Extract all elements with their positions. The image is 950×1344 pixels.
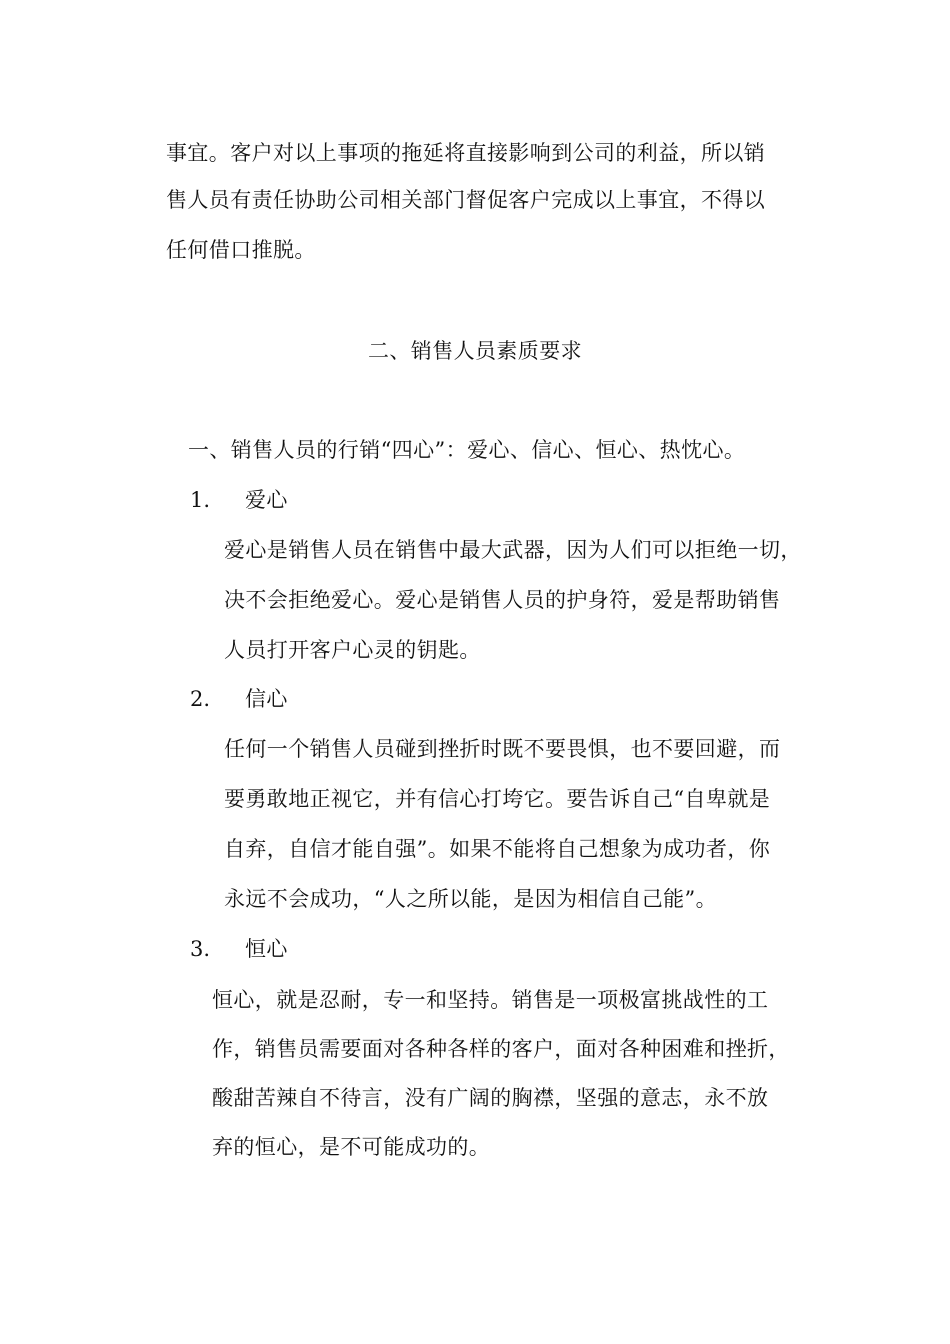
item-title: 恒心 bbox=[245, 937, 288, 961]
intro-line-1: 事宜。客户对以上事项的拖延将直接影响到公司的利益，所以销 bbox=[166, 141, 766, 165]
item-body-line: 要勇敢地正视它，并有信心打垮它。要告诉自己“自卑就是 bbox=[224, 787, 771, 811]
item-body-line: 作，销售员需要面对各种各样的客户，面对各种困难和挫折， bbox=[212, 1037, 790, 1061]
item-body-line: 决不会拒绝爱心。爱心是销售人员的护身符，爱是帮助销售 bbox=[224, 588, 781, 612]
item-number: 3. bbox=[190, 937, 211, 961]
item-body-line: 自弃，自信才能自强”。如果不能将自己想象为成功者，你 bbox=[224, 837, 771, 861]
item-number: 1. bbox=[190, 488, 211, 512]
item-title: 信心 bbox=[245, 687, 288, 711]
item-body-line: 恒心，就是忍耐，专一和坚持。销售是一项极富挑战性的工 bbox=[212, 988, 769, 1012]
item-body-line: 弃的恒心，是不可能成功的。 bbox=[212, 1135, 491, 1159]
item-title: 爱心 bbox=[245, 488, 288, 512]
section-heading: 二、销售人员素质要求 bbox=[368, 339, 582, 363]
item-number: 2. bbox=[190, 687, 211, 711]
subsection-heading: 一、销售人员的行销“四心”：爱心、信心、恒心、热忱心。 bbox=[188, 438, 746, 462]
item-body-line: 人员打开客户心灵的钥匙。 bbox=[224, 638, 481, 662]
item-body-line: 任何一个销售人员碰到挫折时既不要畏惧，也不要回避，而 bbox=[224, 737, 781, 761]
item-body-line: 爱心是销售人员在销售中最大武器，因为人们可以拒绝一切， bbox=[224, 538, 802, 562]
item-body-line: 酸甜苦辣自不待言，没有广阔的胸襟，坚强的意志，永不放 bbox=[212, 1086, 769, 1110]
intro-line-2: 售人员有责任协助公司相关部门督促客户完成以上事宜，不得以 bbox=[166, 188, 766, 212]
intro-line-3: 任何借口推脱。 bbox=[166, 238, 316, 262]
item-body-line: 永远不会成功，“人之所以能，是因为相信自己能”。 bbox=[224, 887, 718, 911]
